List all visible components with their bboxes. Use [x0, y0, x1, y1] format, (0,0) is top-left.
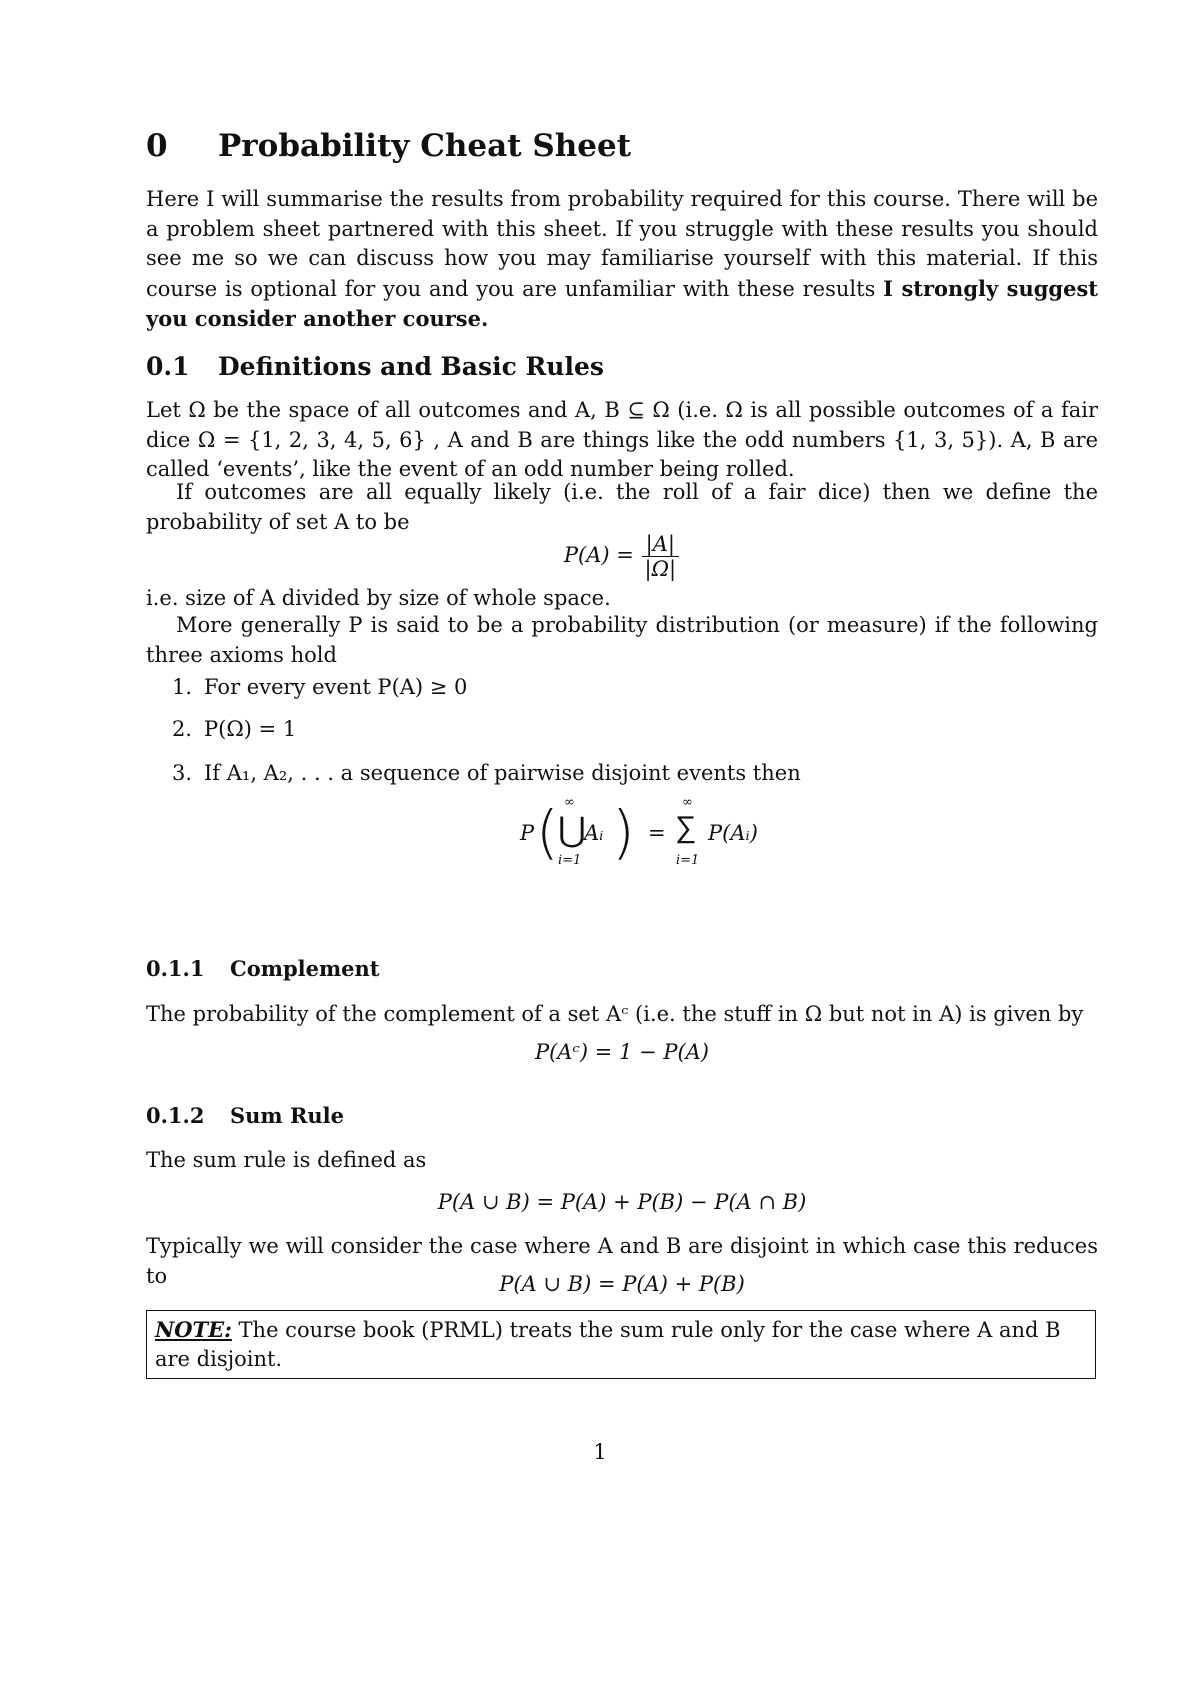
left-paren: ( [536, 798, 559, 866]
union-upper-limit: ∞ [564, 795, 575, 810]
sum-upper-limit: ∞ [682, 795, 693, 810]
section-title: Probability Cheat Sheet [218, 128, 632, 164]
note-text: The course book (PRML) treats the sum rule only for the case where A and B are disjoint. [155, 1318, 1061, 1371]
subsubsection-title: Complement [230, 956, 380, 981]
subsection-title: Definitions and Basic Rules [218, 352, 604, 381]
disjoint-paragraph: Typically we will consider the case where A and B are disjoint in which case this reduces to [146, 1234, 1098, 1288]
subsubsection-title: Sum Rule [230, 1103, 345, 1128]
intro-text: Here I will summarise the results from probability required for this course. There will be a problem sheet partnered with this sheet. If you struggle with these results you should see me so we can discuss how you may familiarise yourself with this material. If this course is optional for you and you are unfamiliar with these results [146, 187, 1098, 301]
size-explanation: i.e. size of A divided by size of whole space. [146, 586, 611, 610]
countable-additivity-equation [520, 795, 780, 875]
axiom-text: For every event P(A) ≥ 0 [204, 675, 468, 699]
axiom-number: 2. [172, 717, 193, 741]
complement-paragraph: The probability of the complement of a set Aᶜ (i.e. the stuff in Ω but not in A) is given by [146, 1002, 1084, 1026]
complement-equation: P(Aᶜ) = 1 − P(A) [534, 1040, 710, 1064]
axiom-item [172, 717, 296, 741]
sum-rule-equation: P(A ∪ B) = P(A) + P(B) − P(A ∩ B) [437, 1190, 807, 1214]
subsection-number: 0.1 [146, 352, 190, 381]
sum-term: P(Aᵢ) [708, 821, 758, 845]
sum-lower-limit: i=1 [676, 853, 700, 868]
page-number: 1 [593, 1440, 607, 1464]
subsection-heading [146, 352, 604, 381]
axiom-item [172, 675, 467, 699]
equals-sign: = [648, 821, 666, 845]
axiom-text: If A₁, A₂, . . . a sequence of pairwise disjoint events then [204, 761, 801, 785]
union-lower-limit: i=1 [558, 853, 582, 868]
axioms-intro-paragraph: More generally P is said to be a probability distribution (or measure) if the following three axioms hold [146, 613, 1098, 667]
axiom-item [172, 761, 801, 785]
note-label: NOTE: [155, 1317, 232, 1342]
disjoint-sum-equation: P(A ∪ B) = P(A) + P(B) [499, 1272, 745, 1296]
subsubsection-number: 0.1.2 [146, 1103, 205, 1128]
axiom-number: 1. [172, 675, 193, 699]
fraction-denominator: |Ω| [644, 557, 677, 581]
intro-paragraph [146, 185, 1098, 335]
subsubsection-heading [146, 1103, 344, 1128]
section-heading [146, 128, 631, 164]
eq-p: P [520, 821, 535, 845]
definitions-paragraph: Let Ω be the space of all outcomes and A, B ⊆ Ω (i.e. Ω is all possible outcomes of a fair dice Ω = {1, 2, 3, 4, 5, 6} , A and B are things like the odd numbers {1, 3, 5}). A, B are called ‘events’, like the event of an odd number being rolled. [146, 398, 1098, 481]
eq-lhs: P(A) = [563, 543, 634, 567]
union-symbol: ⋃ [558, 810, 586, 850]
subsubsection-heading [146, 956, 380, 981]
right-paren: ) [612, 798, 635, 866]
note-box [146, 1310, 1096, 1379]
union-term: Aᵢ [584, 821, 604, 845]
sum-rule-paragraph: The sum rule is defined as [146, 1148, 427, 1172]
probability-equation [146, 532, 1098, 581]
equal-likely-paragraph: If outcomes are all equally likely (i.e. the roll of a fair dice) then we define the probability of set A to be [146, 480, 1098, 534]
axiom-text: P(Ω) = 1 [204, 717, 297, 741]
subsubsection-number: 0.1.1 [146, 956, 205, 981]
fraction-numerator: |A| [642, 532, 679, 557]
sum-symbol: ∑ [675, 810, 697, 845]
intro-bold-text: I strongly suggest you consider another course. [146, 275, 1098, 331]
section-number: 0 [146, 128, 168, 164]
axiom-number: 3. [172, 761, 193, 785]
fraction [641, 532, 681, 581]
